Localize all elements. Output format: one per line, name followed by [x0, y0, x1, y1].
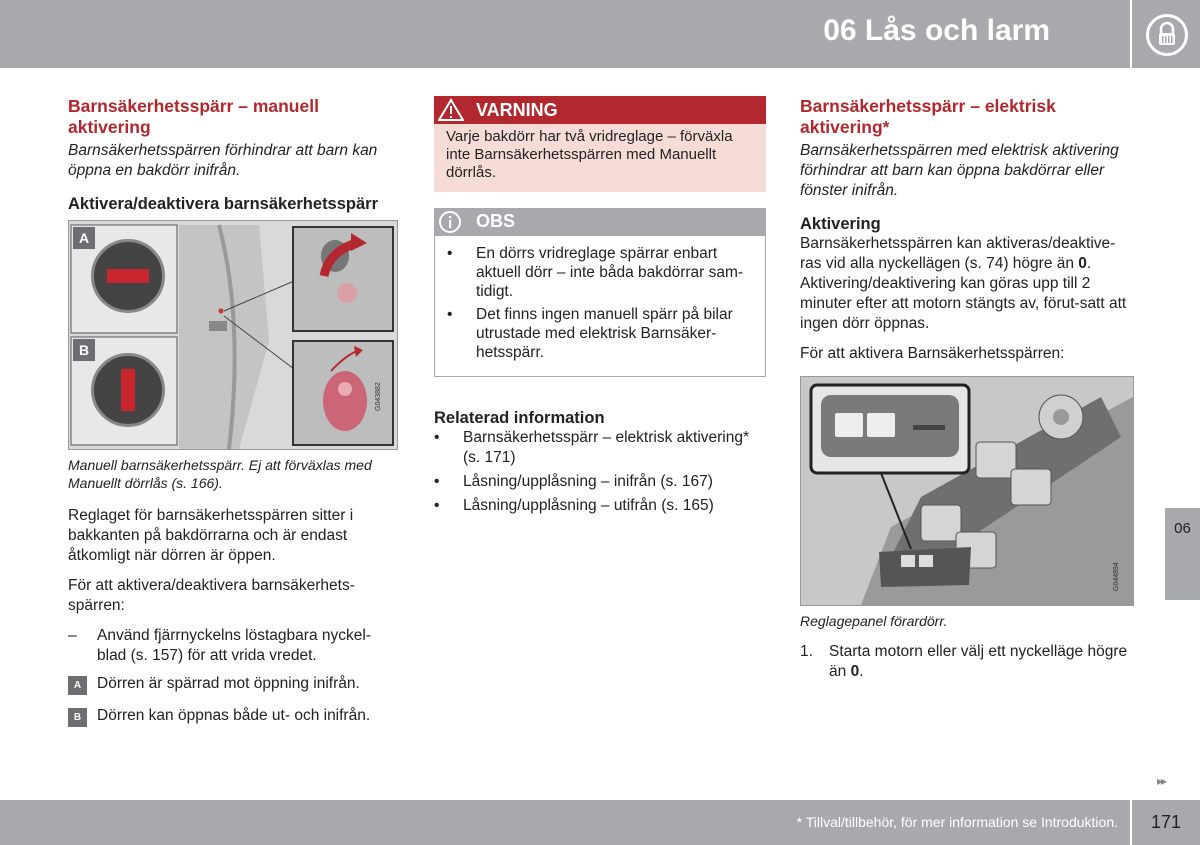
lock-icon	[1146, 14, 1188, 56]
obs-item: • Det finns ingen manuell spärr på bilar utrustade med elektrisk Barnsäker-hetsspärr.	[447, 305, 753, 362]
badge-b: B	[68, 708, 87, 727]
continue-arrows-icon: ▸▸	[1157, 774, 1166, 788]
manual-lock-figure	[68, 220, 398, 450]
obs-title: OBS	[476, 211, 516, 231]
column-electric-lock	[800, 96, 1136, 682]
list-item-b	[68, 706, 400, 726]
obs-list	[447, 244, 753, 362]
figure-caption-electric: Reglagepanel förardörr.	[800, 613, 948, 629]
item-a-text: Dörren är spärrad mot öppning inifrån.	[97, 675, 360, 692]
warning-box	[434, 96, 766, 192]
column-manual-lock	[68, 96, 400, 726]
footnote: * Tillval/tillbehör, för mer information se Introduktion.	[796, 814, 1118, 830]
dash-list	[68, 626, 400, 666]
related-link[interactable]: • Barnsäkerhetsspärr – elektrisk aktivering* (s. 171)	[434, 428, 766, 468]
page-number: 171	[1132, 800, 1200, 845]
knob-b-unlocked	[91, 353, 165, 427]
label-a-badge: A	[73, 227, 95, 249]
chapter-header	[0, 0, 1130, 68]
obs-item: • En dörrs vridreglage spärrar enbart aktuell dörr – inte båda bakdörrar sam-tidigt.	[447, 244, 753, 301]
warning-triangle-icon	[438, 98, 464, 122]
chapter-icon-box	[1132, 0, 1200, 68]
figure-code: G043882	[375, 382, 382, 411]
related-link[interactable]: • Låsning/upplåsning – utifrån (s. 165)	[434, 496, 766, 516]
paragraph-how-to: För att aktivera/deaktivera barnsäkerhets-spärren:	[68, 577, 355, 614]
obs-body	[434, 236, 766, 377]
figure-caption-manual: Manuell barnsäkerhetsspärr. Ej att förväxlas med Manuellt dörrlås (s. 166).	[68, 457, 372, 491]
obs-box	[434, 208, 766, 377]
section-intro-electric: Barnsäkerhetsspärren med elektrisk aktivering förhindrar att barn kan öppna bakdörrar eller fönster inifrån.	[800, 142, 1119, 199]
related-info-title: Relaterad information	[434, 409, 605, 427]
page-footer	[0, 800, 1130, 845]
chapter-side-tab: 06	[1165, 508, 1200, 600]
list-item-a	[68, 674, 400, 694]
dash-item-key-blade: – Använd fjärrnyckelns löstagbara nyckel-blad (s. 157) för att vrida vredet.	[68, 626, 400, 666]
door-control-panel-illustration	[801, 377, 1133, 605]
chapter-title: 06 Lås och larm	[823, 14, 1050, 47]
related-info-list	[434, 428, 766, 516]
info-icon	[438, 210, 462, 234]
paragraph-to-activate: För att aktivera Barnsäkerhetsspärren:	[800, 345, 1065, 362]
subheading-activate: Aktivera/deaktivera barnsäkerhetsspärr	[68, 195, 379, 213]
obs-header	[434, 208, 766, 236]
section-intro-manual: Barnsäkerhetsspärren förhindrar att barn kan öppna en bakdörr inifrån.	[68, 142, 378, 179]
knob-a-locked	[91, 239, 165, 313]
warning-header	[434, 96, 766, 124]
step-list	[800, 642, 1136, 682]
warning-text: Varje bakdörr har två vridreglage – förväxla inte Barnsäkerhetsspärren med Manuellt dörrlås.	[434, 124, 766, 192]
section-heading-manual: Barnsäkerhetsspärr – manuell aktivering	[68, 96, 319, 137]
item-b-text: Dörren kan öppnas både ut- och inifrån.	[97, 707, 371, 724]
section-heading-electric: Barnsäkerhetsspärr – elektrisk aktivering*	[800, 96, 1056, 137]
paragraph-activation: Barnsäkerhetsspärren kan aktiveras/deaktive-ras vid alla nyckellägen (s. 74) högre än 0. Aktivering/deaktivering kan göras upp till 2 minuter efter att motorn stängts av, förut-satt att ingen dörr öppnas.	[800, 235, 1127, 332]
label-b-badge: B	[73, 339, 95, 361]
related-link[interactable]: • Låsning/upplåsning – inifrån (s. 167)	[434, 472, 766, 492]
control-panel-figure	[800, 376, 1134, 606]
paragraph-location: Reglaget för barnsäkerhetsspärren sitter i bakkanten på bakdörrarna och är endast åtkomligt när dörren är öppen.	[68, 507, 354, 564]
column-notices	[434, 96, 766, 516]
step-item: 1. Starta motorn eller välj ett nyckelläge högre än 0.	[800, 643, 1128, 680]
subheading-activation: Aktivering	[800, 215, 881, 233]
figure-code: G044894	[1113, 562, 1120, 591]
badge-a: A	[68, 676, 87, 695]
warning-title: VARNING	[476, 100, 558, 120]
